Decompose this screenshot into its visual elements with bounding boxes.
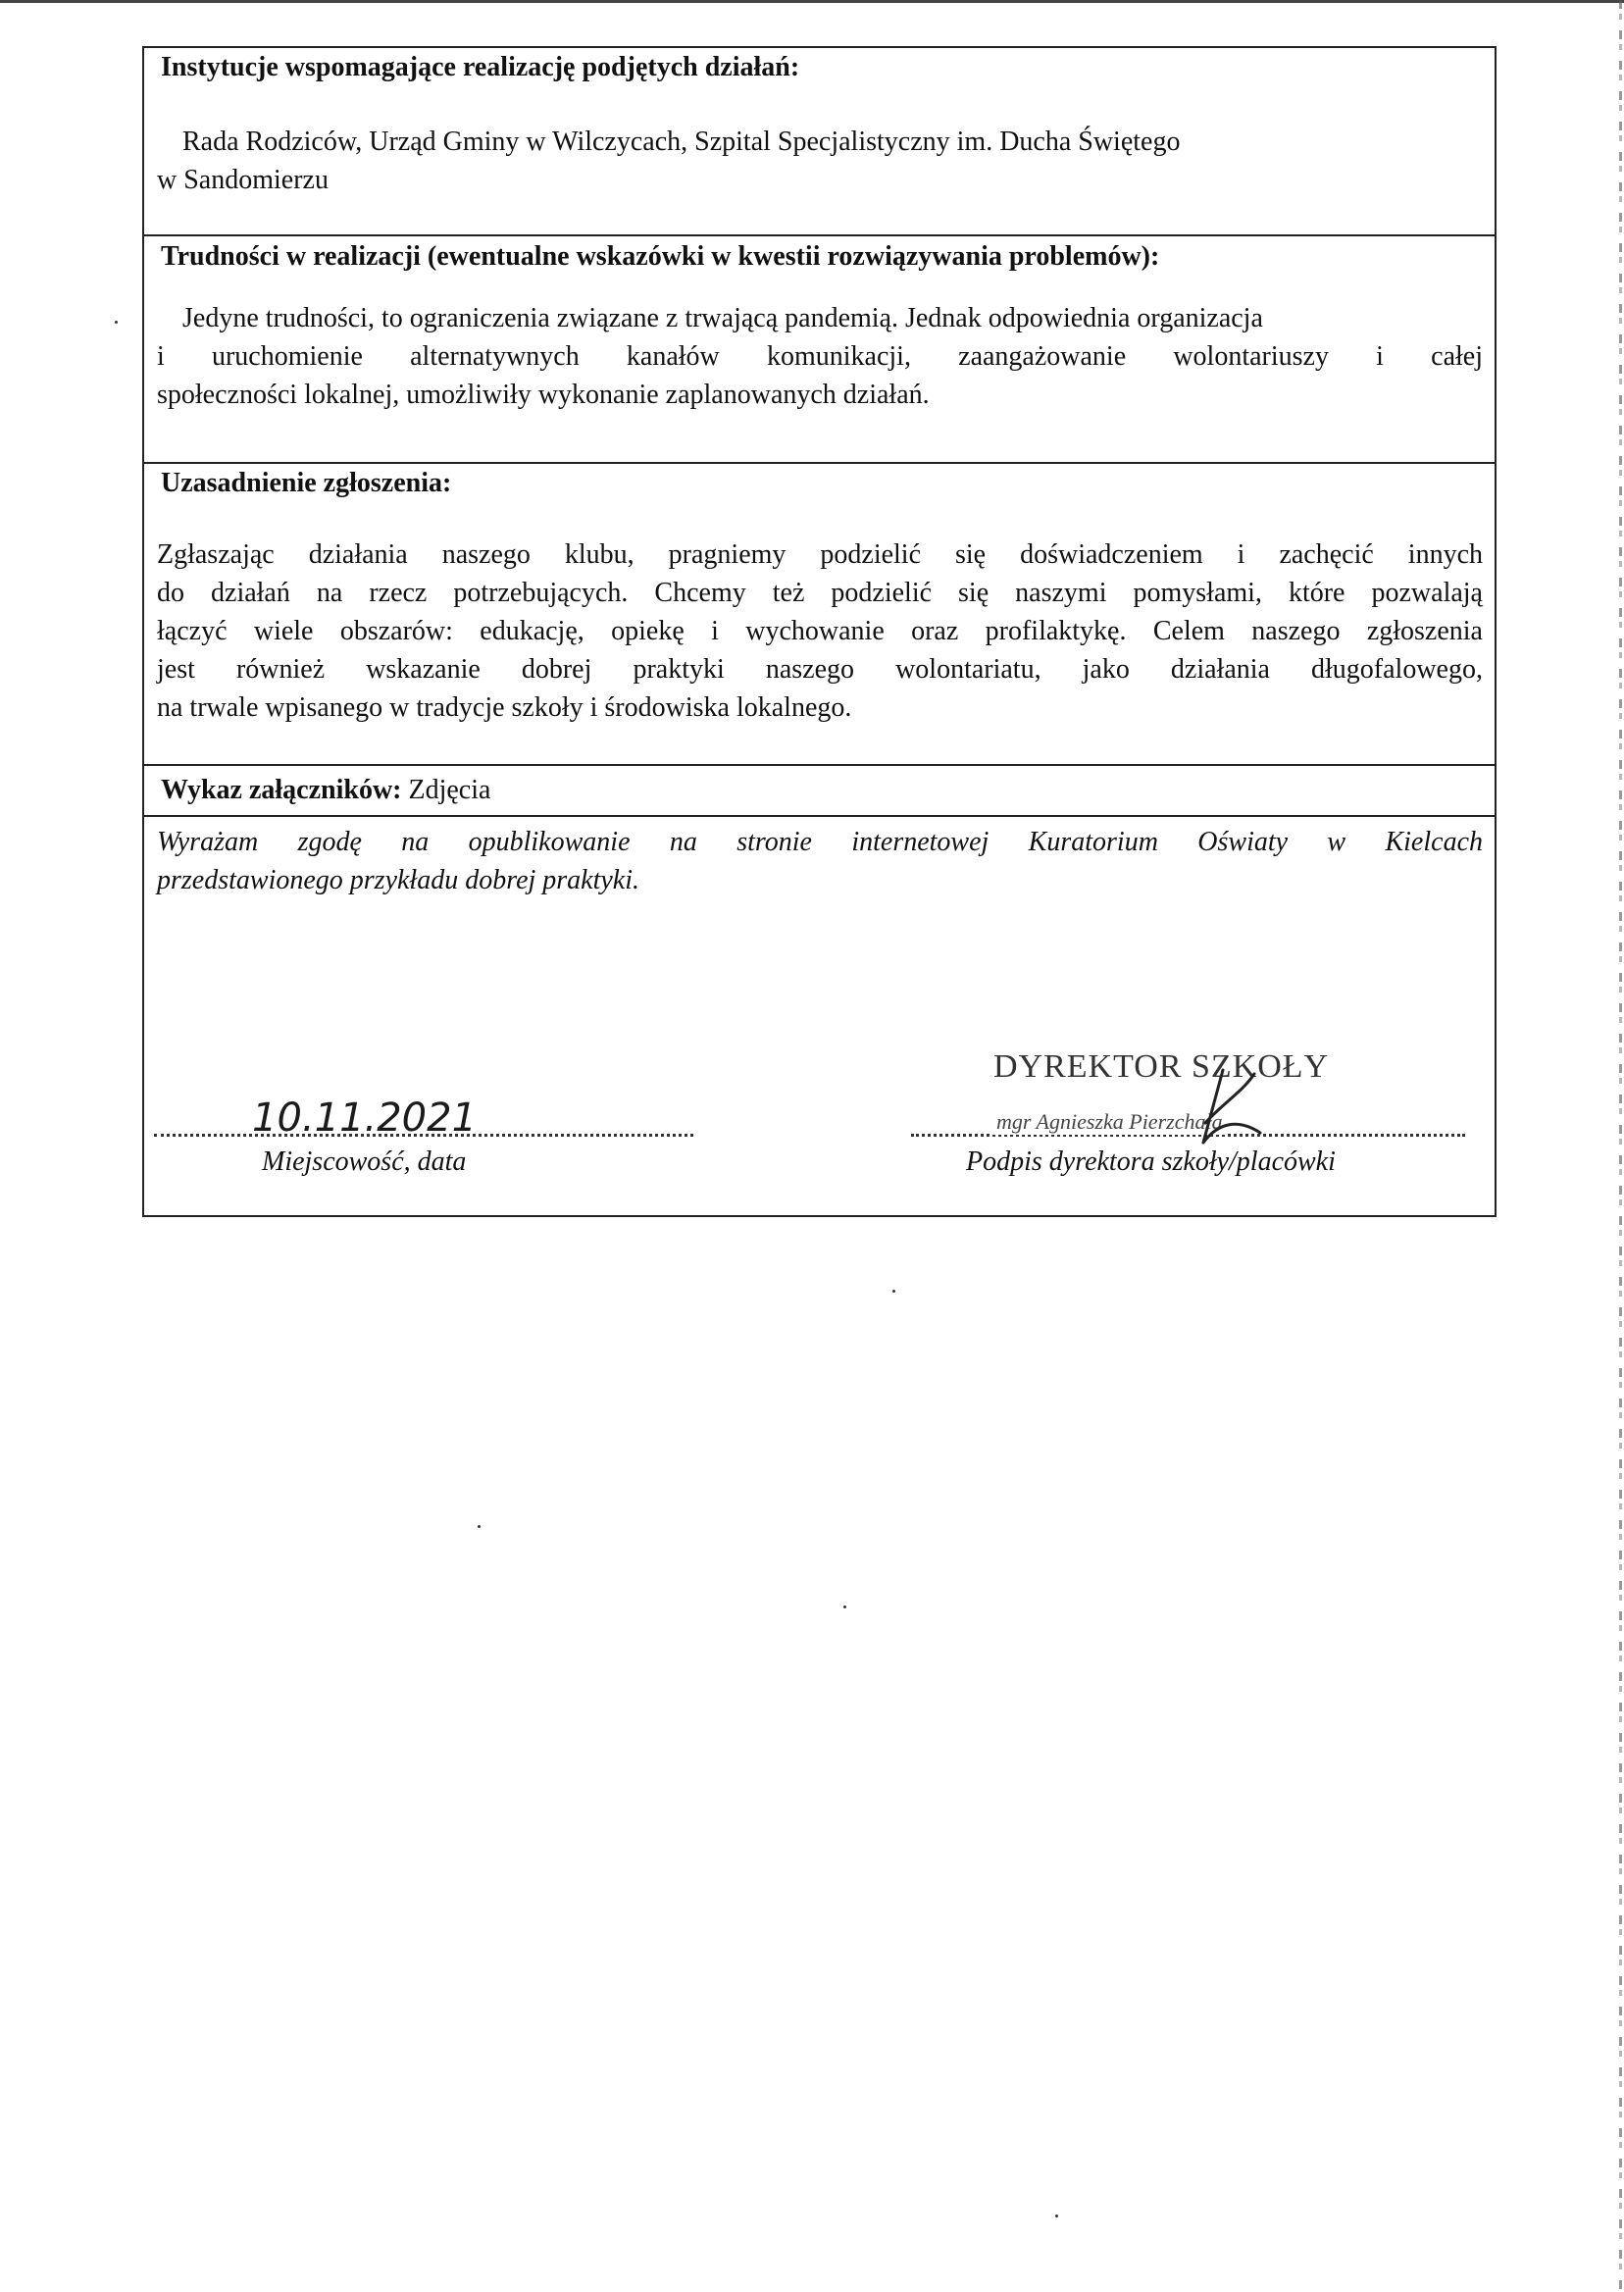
body-line: Jedyne trudności, to ograniczenia związane z trwającą pandemią. Jednak odpowiednia organizacja (182, 303, 1263, 333)
justification-heading: Uzasadnienie zgłoszenia: (161, 468, 452, 498)
director-signature-label: Podpis dyrektora szkoły/placówki (966, 1146, 1336, 1177)
attachments-section (144, 766, 1495, 815)
scan-speck (478, 1525, 481, 1528)
scan-speck (1055, 2215, 1058, 2217)
body-line: jest również wskazanie dobrej praktyki naszego wolontariatu, jako działania długofalowego, (157, 654, 1483, 685)
institutions-heading: Instytucje wspomagające realizację podjętych działań: (161, 52, 800, 82)
institutions-section (144, 48, 1495, 234)
consent-line: Wyrażam zgodę na opublikowanie na stronie internetowej Kuratorium Oświaty w Kielcach (157, 827, 1483, 857)
difficulties-body (157, 299, 1483, 414)
scan-edge (1619, 0, 1622, 2292)
body-line: na trwale wpisanego w tradycje szkoły i środowiska lokalnego. (157, 692, 852, 723)
difficulties-section (144, 236, 1495, 462)
attachments-value: Zdjęcia (408, 775, 491, 805)
handwritten-date: 10.11.2021 (252, 1095, 478, 1141)
scan-speck (892, 1290, 895, 1293)
signature-area (144, 990, 1495, 1215)
institutions-body (157, 123, 1483, 199)
attachments-label: Wykaz załączników: (161, 775, 402, 805)
page-top-border (0, 0, 1624, 3)
body-line: w Sandomierzu (157, 165, 329, 195)
body-line: społeczności lokalnej, umożliwiły wykonanie zaplanowanych działań. (157, 380, 930, 410)
difficulties-heading: Trudności w realizacji (ewentualne wskazówki w kwestii rozwiązywania problemów): (161, 241, 1160, 272)
scan-speck (843, 1605, 846, 1608)
director-stamp: DYREKTOR SZKOŁY (993, 1048, 1330, 1085)
justification-section (144, 464, 1495, 764)
body-line: Rada Rodziców, Urząd Gminy w Wilczycach, Szpital Specjalistyczny im. Ducha Świętego (182, 127, 1181, 157)
signature-icon (1184, 1064, 1272, 1152)
attachments-heading (161, 774, 490, 807)
place-date-label: Miejscowość, data (262, 1146, 467, 1177)
scan-speck (115, 321, 118, 324)
justification-body (157, 535, 1483, 727)
director-name-stamp: mgr Agnieszka Pierzchała (992, 1109, 1227, 1135)
consent-text (157, 823, 1483, 899)
body-line: i uruchomienie alternatywnych kanałów komunikacji, zaangażowanie wolontariuszy i całej (157, 341, 1483, 372)
body-line: Zgłaszając działania naszego klubu, pragniemy podzielić się doświadczeniem i zachęcić innych (157, 539, 1483, 570)
form-table (142, 46, 1497, 1217)
body-line: łączyć wiele obszarów: edukację, opiekę i wychowanie oraz profilaktykę. Celem naszego zgłoszenia (157, 616, 1483, 646)
consent-line: przedstawionego przykładu dobrej praktyki. (157, 865, 640, 895)
body-line: do działań na rzecz potrzebujących. Chcemy też podzielić się naszymi pomysłami, które pozwalają (157, 578, 1483, 608)
